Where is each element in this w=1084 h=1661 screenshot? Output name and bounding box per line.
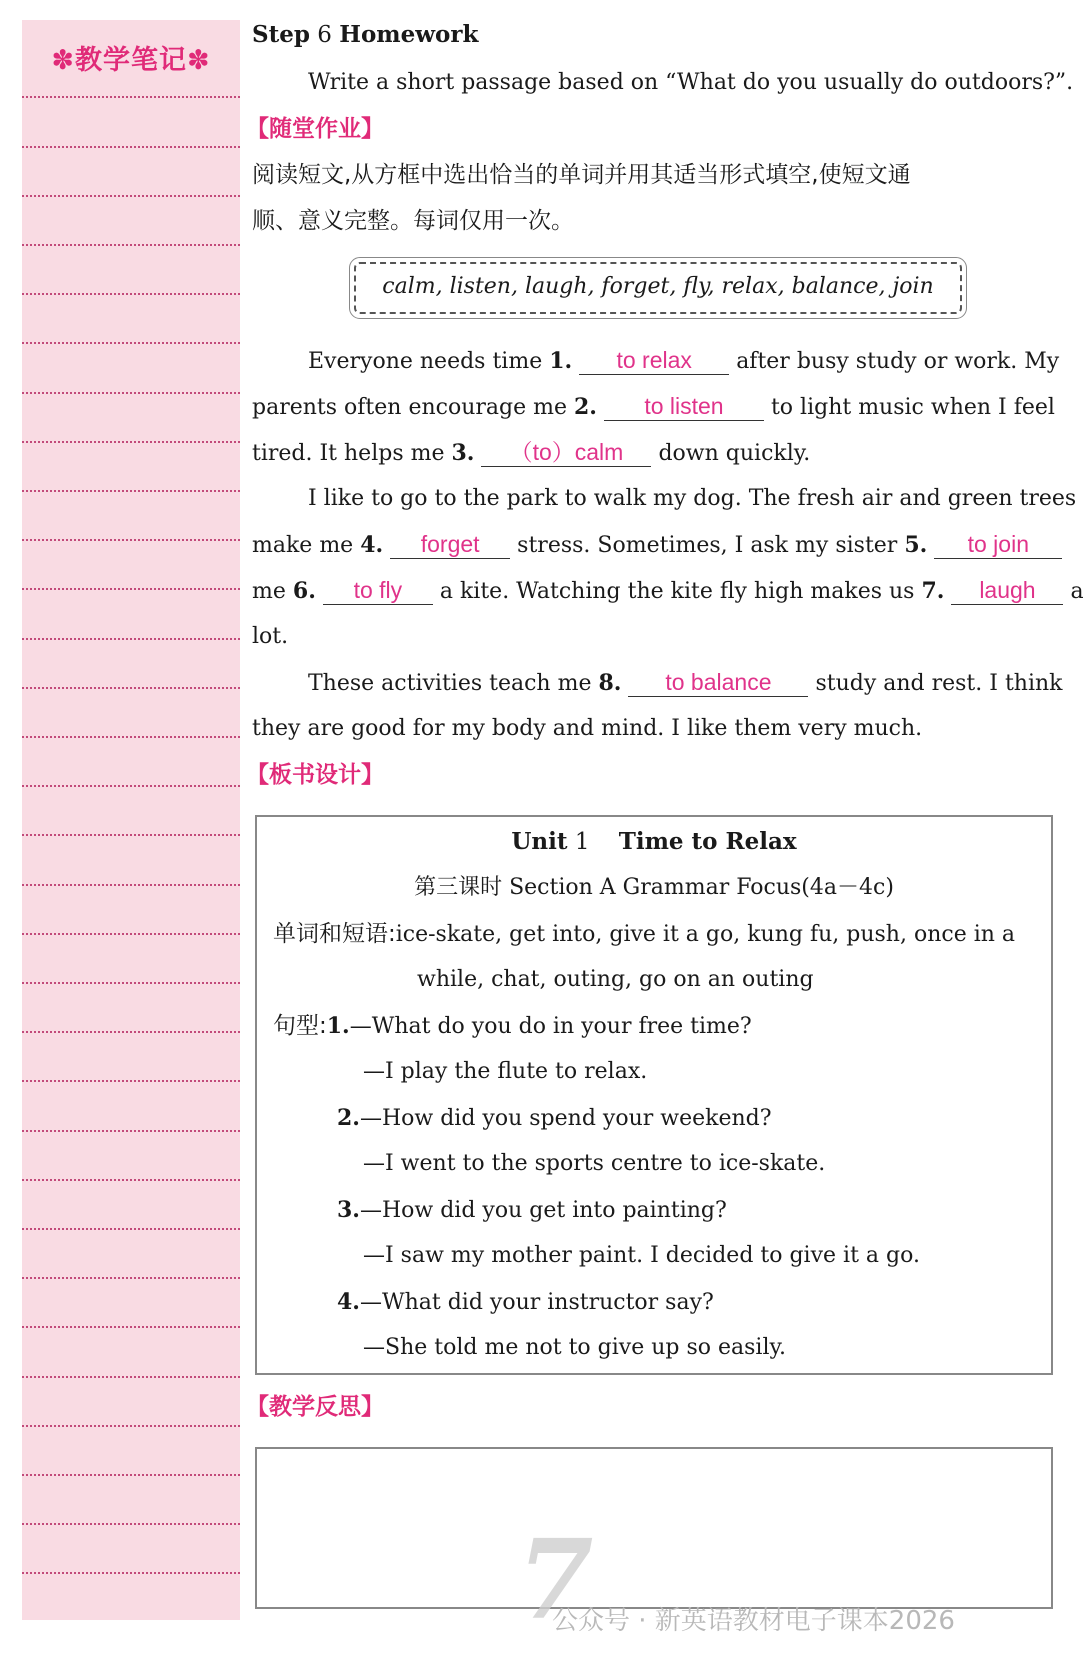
passage-text: a kite. Watching the kite fly high makes us [439,579,915,604]
board-design-box [255,815,1053,1375]
passage-text: These activities teach me [308,671,592,696]
passage-text: parents often encourage me [252,395,567,420]
note-line [22,1425,240,1427]
passage-line [252,392,1055,423]
passage-line: I like to go to the park to walk my dog. The fresh air and green trees [308,486,1077,511]
vocab-text: ice-skate, get into, give it a go, kung fu, push, once in a [395,922,1016,947]
reflection-box [255,1447,1053,1609]
exercise-label: 【随堂作业】 [246,116,384,142]
answer-blank-5: to join [934,530,1062,559]
word-bank-box: calm, listen, laugh, forget, fly, relax, balance, join [354,262,962,314]
notes-title: ✽教学笔记✽ [51,45,211,76]
answer-blank-3: （to）calm [481,438,651,467]
note-line [22,1179,240,1181]
note-line [22,195,240,197]
board-vocab [273,919,1015,950]
sentence-number: 4. [337,1289,360,1315]
note-line [22,146,240,148]
blank-number: 7. [921,578,945,604]
exercise-instruction-1: 阅读短文,从方框中选出恰当的单词并用其适当形式填空,使短文通 [252,162,911,188]
sentence-4-answer: —She told me not to give up so easily. [363,1335,786,1360]
note-line [22,588,240,590]
note-line [22,441,240,443]
teaching-notes-sidebar [22,20,240,1620]
passage-text: tired. It helps me [252,441,445,466]
note-line [22,539,240,541]
answer-blank-1: to relax [579,346,729,375]
board-title-number: 1 [574,829,590,855]
note-line [22,1031,240,1033]
answer-blank-2: to listen [604,392,764,421]
passage-line [252,576,1084,607]
passage-text: to light music when I feel [770,395,1055,420]
note-line [22,1130,240,1132]
passage-line [252,530,1062,561]
passage-text: down quickly. [658,441,811,466]
note-line [22,933,240,935]
sentence-4-question [337,1287,714,1318]
note-line [22,392,240,394]
sentence-3-answer: —I saw my mother paint. I decided to give it a go. [363,1243,920,1268]
note-line [22,687,240,689]
passage-line [308,668,1063,699]
passage-text: make me [252,533,354,558]
main-content [246,0,1084,1661]
sentence-text: —What did your instructor say? [359,1290,714,1315]
note-line [22,1228,240,1230]
note-line [22,342,240,344]
note-line [22,1277,240,1279]
sentence-2-question [337,1103,772,1134]
board-title-unit: Unit [511,828,568,855]
note-line [22,293,240,295]
sentence-2-answer: —I went to the sports centre to ice-skate. [363,1151,826,1176]
passage-text: me [252,579,286,604]
board-title-name: Time to Relax [618,828,797,855]
watermark: 公众号 · 新英语教材电子课本2026 [552,1606,955,1636]
sentence-number: 3. [337,1197,360,1223]
note-line [22,785,240,787]
answer-blank-4: forget [390,530,510,559]
note-line [22,638,240,640]
note-line [22,96,240,98]
passage-text: study and rest. I think [815,671,1063,696]
passage-line [252,438,810,469]
blank-number: 3. [451,440,475,466]
homework-heading [252,20,478,50]
note-line [22,490,240,492]
note-line [22,1572,240,1574]
note-line [22,1080,240,1082]
answer-blank-6: to fly [323,576,433,605]
passage-text: a [1070,579,1084,604]
sentence-text: —What do you do in your free time? [349,1014,752,1039]
sentence-1-answer: —I play the flute to relax. [363,1059,648,1084]
note-line [22,834,240,836]
sentences-label: 句型: [273,1013,327,1039]
page-number: 7 [517,1515,594,1644]
blank-number: 8. [598,670,622,696]
sentence-1-question [273,1011,752,1042]
note-line [22,1474,240,1476]
board-title [257,827,1051,857]
reflection-label: 【教学反思】 [246,1394,384,1420]
passage-text: after busy study or work. My [736,349,1060,374]
sentence-number: 2. [337,1105,360,1131]
answer-blank-8: to balance [628,668,808,697]
heading-homework: Homework [339,21,479,48]
blank-number: 2. [573,394,597,420]
note-line [22,1326,240,1328]
blank-number: 6. [292,578,316,604]
note-line [22,982,240,984]
sentence-text: —How did you spend your weekend? [359,1106,772,1131]
passage-text: stress. Sometimes, I ask my sister [517,533,898,558]
note-line [22,736,240,738]
note-line [22,884,240,886]
passage-text: Everyone needs time [308,349,543,374]
board-label: 【板书设计】 [246,762,384,788]
note-line [22,1523,240,1525]
exercise-instruction-2: 顺、意义完整。每词仅用一次。 [252,208,574,234]
heading-step: Step [252,21,310,48]
sentence-3-question [337,1195,727,1226]
vocab-label: 单词和短语: [273,921,396,947]
board-subtitle: 第三课时 Section A Grammar Focus(4a－4c) [414,875,894,900]
blank-number: 1. [549,348,573,374]
blank-number: 4. [360,532,384,558]
sentence-text: —How did you get into painting? [359,1198,727,1223]
sentence-number: 1. [326,1013,350,1039]
note-line [22,1376,240,1378]
blank-number: 5. [904,532,928,558]
homework-task: Write a short passage based on “What do you usually do outdoors?”. [308,70,1074,95]
answer-blank-7: laugh [951,576,1063,605]
heading-step-number: 6 [317,22,332,48]
passage-line [308,346,1059,377]
passage-line: lot. [252,624,289,649]
passage-line: they are good for my body and mind. I like them very much. [252,716,923,741]
note-line [22,244,240,246]
board-vocab-cont: while, chat, outing, go on an outing [417,967,814,992]
